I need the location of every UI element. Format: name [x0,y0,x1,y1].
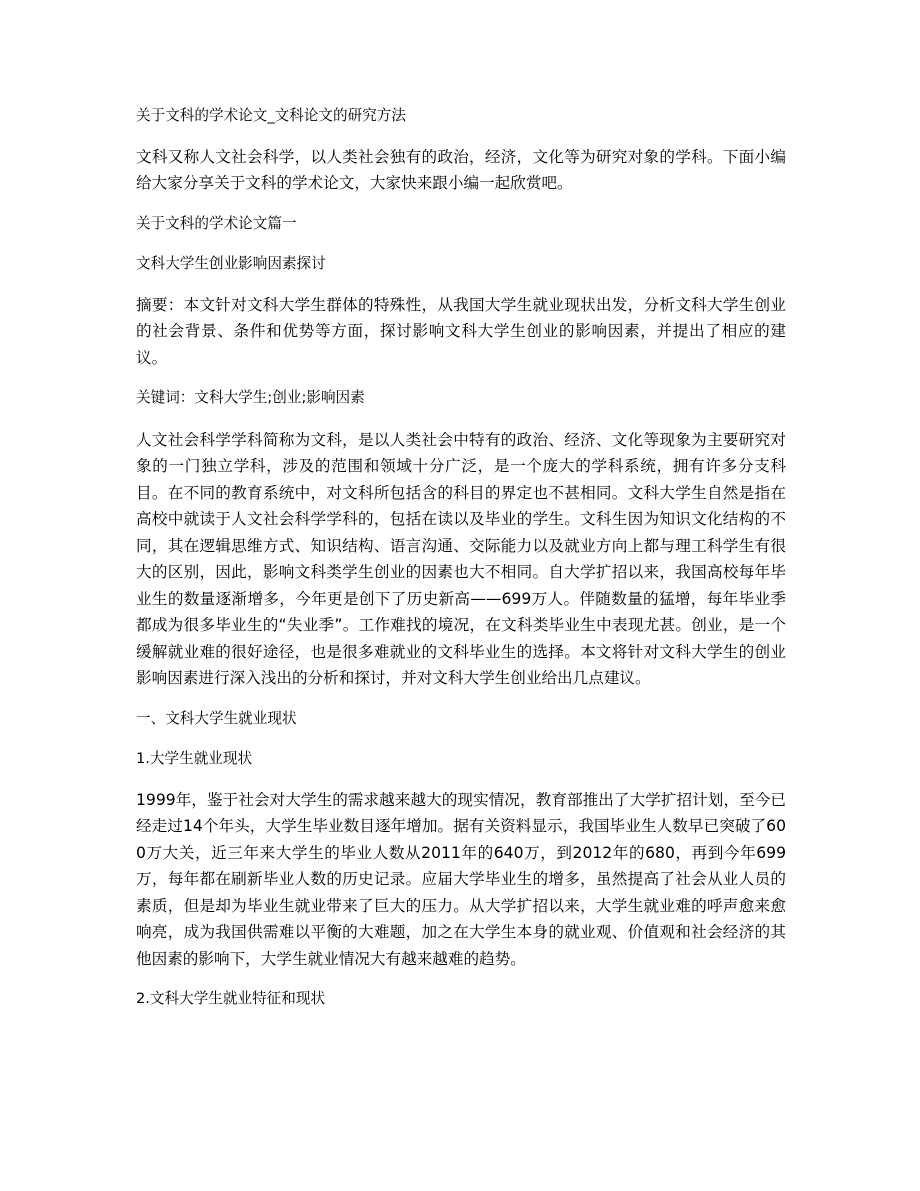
heading-level-1: 一、文科大学生就业现状 [136,709,297,727]
intro-paragraph: 文科又称人文社会科学，以人类社会独有的政治，经济，文化等为研究对象的学科。下面小编给大家分享关于文科的学术论文，大家快来跟小编一起欣赏吧。 [136,147,786,192]
body-paragraph: 1999年，鉴于社会对大学生的需求越来越大的现实情况，教育部推出了大学扩招计划，至今已经走过14个年头，大学生毕业数目逐年增加。据有关资料显示，我国毕业生人数早已突破了600万大关，近三年来大学生的毕业人数从2011年的640万，到2012年的680，再到今年699万，每年都在刷新毕业人数的历史记录。应届大学毕业生的增多，虽然提高了社会从业人员的素质，但是却为毕业生就业带来了巨大的压力。从大学扩招以来，大学生就业难的呼声愈来愈响亮，成为我国供需难以平衡的大难题，加之在大学生本身的就业观、价值观和社会经济的其他因素的影响下，大学生就业情况大有越来越难的趋势。 [136,790,786,968]
keywords-line: 关键词：文科大学生;创业;影响因素 [136,389,365,406]
heading-level-2: 1.大学生就业现状 [136,750,253,767]
section-heading: 关于文科的学术论文篇一 [136,214,297,232]
document-page [136,103,786,1013]
abstract-paragraph: 摘要：本文针对文科大学生群体的特殊性，从我国大学生就业现状出发，分析文科大学生创业的社会背景、条件和优势等方面，探讨影响文科大学生创业的影响因素，并提出了相应的建议。 [136,295,786,367]
heading-level-2: 2.文科大学生就业特征和现状 [136,990,326,1007]
article-title: 文科大学生创业影响因素探讨 [136,255,326,272]
body-paragraph: 人文社会科学学科简称为文科，是以人类社会中特有的政治、经济、文化等现象为主要研究对象的一门独立学科，涉及的范围和领域十分广泛，是一个庞大的学科系统，拥有许多分支科目。在不同的教育系统中，对文科所包括含的科目的界定也不甚相同。文科大学生自然是指在高校中就读于人文社会科学学科的，包括在读以及毕业的学生。文科生因为知识文化结构的不同，其在逻辑思维方式、知识结构、语言沟通、交际能力以及就业方向上都与理工科学生有很大的区别，因此，影响文科类学生创业的因素也大不相同。自大学扩招以来，我国高校每年毕业生的数量逐渐增多，今年更是创下了历史新高——699万人。伴随数量的猛增，每年毕业季都成为很多毕业生的“失业季”。工作难找的境况，在文科类毕业生中表现尤甚。创业，是一个缓解就业难的很好途径，也是很多难就业的文科毕业生的选择。本文将针对文科大学生的创业影响因素进行深入浅出的分析和探讨，并对文科大学生创业给出几点建议。 [136,430,786,687]
document-title: 关于文科的学术论文_文科论文的研究方法 [136,107,406,124]
